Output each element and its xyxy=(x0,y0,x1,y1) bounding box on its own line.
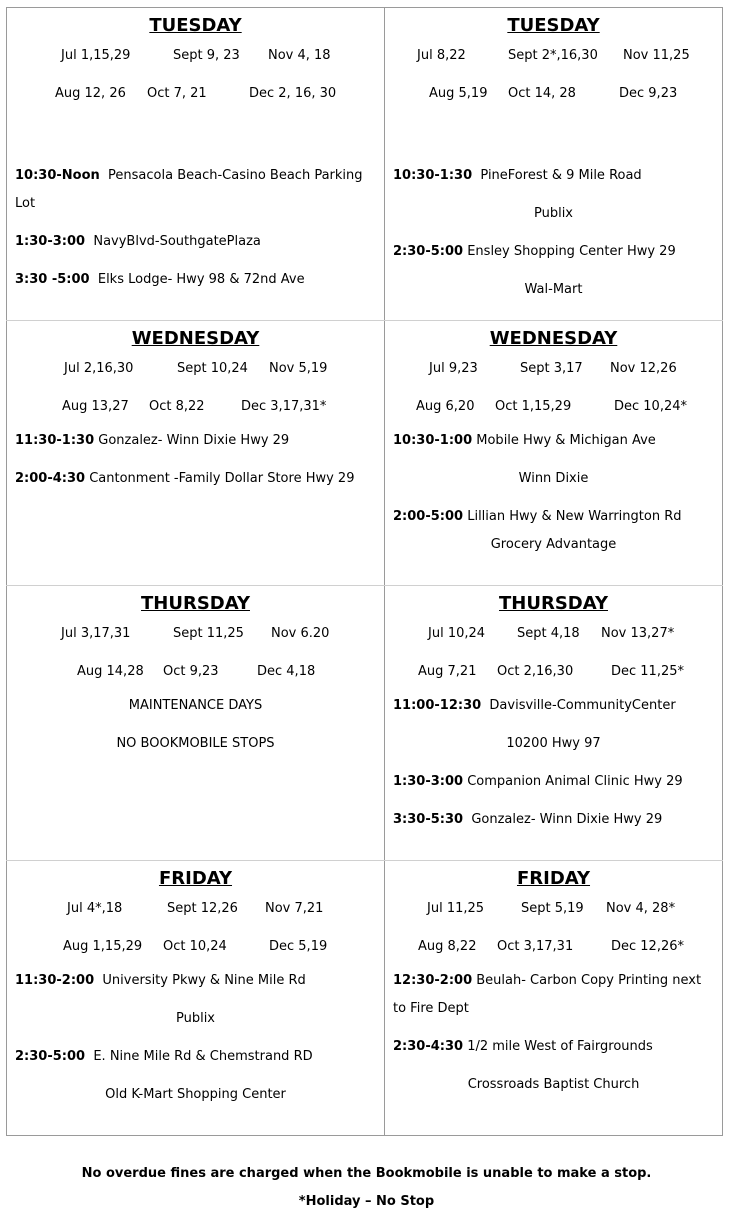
tuesday-week-a xyxy=(6,8,385,320)
date-range: Sept 9, 23 xyxy=(173,48,240,63)
stop-time: 11:00-12:30 xyxy=(393,698,482,713)
date-range: Dec 11,25* xyxy=(611,664,685,679)
stop-place: Gonzalez- Winn Dixie Hwy 29 xyxy=(98,433,290,448)
date-range: Aug 12, 26 xyxy=(55,86,126,101)
stop-place: Elks Lodge- Hwy 98 & 72nd Ave xyxy=(97,272,305,287)
stop-place: PineForest & 9 Mile Road xyxy=(480,168,642,183)
date-range: Aug 13,27 xyxy=(62,399,129,414)
dates-row xyxy=(393,38,714,76)
stop-entry xyxy=(393,427,714,455)
date-range: Oct 9,23 xyxy=(163,664,219,679)
tuesday-row xyxy=(6,8,723,321)
stop-subplace: Old K-Mart Shopping Center xyxy=(105,1087,286,1102)
date-range: Jul 11,25 xyxy=(427,901,485,916)
thursday-week-b xyxy=(385,586,723,860)
maintenance-note: MAINTENANCE DAYS xyxy=(128,698,263,713)
stop-entry xyxy=(393,238,714,266)
stop-entry xyxy=(15,162,376,218)
no-fines-notice: No overdue fines are charged when the Bookmobile is unable to make a stop. xyxy=(81,1166,652,1181)
day-heading: THURSDAY xyxy=(499,593,608,614)
date-range: Jul 9,23 xyxy=(429,361,478,376)
date-range: Nov 4, 18 xyxy=(268,48,331,63)
stop-entry xyxy=(393,967,714,1023)
date-range: Oct 14, 28 xyxy=(508,86,576,101)
stop-time: 1:30-3:00 xyxy=(15,234,86,249)
date-range: Dec 2, 16, 30 xyxy=(249,86,337,101)
date-range: Sept 3,17 xyxy=(520,361,583,376)
stop-place: Lillian Hwy & New Warrington Rd xyxy=(467,509,682,524)
date-range: Jul 1,15,29 xyxy=(61,48,131,63)
date-range: Dec 10,24* xyxy=(614,399,688,414)
date-range: Sept 11,25 xyxy=(173,626,244,641)
date-range: Sept 5,19 xyxy=(521,901,584,916)
thursday-week-a xyxy=(6,586,385,860)
dates-row xyxy=(15,654,376,692)
stop-time: 2:00-5:00 xyxy=(393,509,464,524)
date-range: Jul 8,22 xyxy=(417,48,466,63)
date-range: Sept 12,26 xyxy=(167,901,238,916)
date-range: Jul 10,24 xyxy=(428,626,486,641)
stop-place: Pensacola Beach-Casino Beach Parking Lot xyxy=(15,168,363,211)
stop-time: 2:30-5:00 xyxy=(393,244,464,259)
stop-entry xyxy=(393,1033,714,1061)
dates-row xyxy=(393,76,714,114)
date-range: Oct 7, 21 xyxy=(147,86,207,101)
day-heading: TUESDAY xyxy=(507,15,600,36)
friday-row xyxy=(6,861,723,1136)
schedule-table xyxy=(6,7,723,1136)
date-range: Aug 14,28 xyxy=(77,664,144,679)
dates-row xyxy=(393,351,714,389)
stop-place: Beulah- Carbon Copy Printing next to Fire Dept xyxy=(393,973,702,1016)
date-range: Sept 2*,16,30 xyxy=(508,48,598,63)
date-range: Dec 5,19 xyxy=(269,939,328,954)
stop-time: 10:30-1:30 xyxy=(393,168,473,183)
stop-time: 10:30-1:00 xyxy=(393,433,473,448)
stop-place: E. Nine Mile Rd & Chemstrand RD xyxy=(93,1049,313,1064)
stop-time: 1:30-3:00 xyxy=(393,774,464,789)
stop-entry xyxy=(15,1043,376,1071)
stop-subplace: Publix xyxy=(175,1011,216,1026)
stop-time: 3:30 -5:00 xyxy=(15,272,90,287)
stop-entry xyxy=(15,266,376,294)
date-range: Dec 9,23 xyxy=(619,86,678,101)
date-range: Dec 4,18 xyxy=(257,664,316,679)
dates-row xyxy=(393,891,714,929)
date-range: Sept 4,18 xyxy=(517,626,580,641)
stop-time: 2:30-4:30 xyxy=(393,1039,464,1054)
stop-time: 2:00-4:30 xyxy=(15,471,86,486)
stop-place: Mobile Hwy & Michigan Ave xyxy=(476,433,656,448)
date-range: Oct 2,16,30 xyxy=(497,664,574,679)
stop-subplace: Grocery Advantage xyxy=(490,537,617,552)
stop-entry xyxy=(393,768,714,796)
friday-week-b xyxy=(385,861,723,1135)
stop-place: Davisville-CommunityCenter xyxy=(489,698,676,713)
stop-entry xyxy=(393,692,714,720)
date-range: Oct 3,17,31 xyxy=(497,939,574,954)
date-range: Jul 2,16,30 xyxy=(64,361,134,376)
date-range: Aug 1,15,29 xyxy=(63,939,143,954)
dates-row xyxy=(15,38,376,76)
date-range: Jul 4*,18 xyxy=(67,901,123,916)
stop-entry xyxy=(15,967,376,995)
date-range: Nov 5,19 xyxy=(269,361,328,376)
date-range: Dec 3,17,31* xyxy=(241,399,327,414)
date-range: Dec 12,26* xyxy=(611,939,685,954)
stop-entry xyxy=(393,162,714,190)
stop-place: Companion Animal Clinic Hwy 29 xyxy=(467,774,683,789)
stop-time: 3:30-5:30 xyxy=(393,812,464,827)
no-stops-note: NO BOOKMOBILE STOPS xyxy=(116,736,275,751)
date-range: Nov 13,27* xyxy=(601,626,675,641)
date-range: Oct 1,15,29 xyxy=(495,399,572,414)
wednesday-week-b xyxy=(385,321,723,585)
date-range: Jul 3,17,31 xyxy=(61,626,131,641)
day-heading: WEDNESDAY xyxy=(131,328,260,349)
date-range: Nov 12,26 xyxy=(610,361,677,376)
stop-subplace: Wal-Mart xyxy=(524,282,583,297)
date-range: Aug 7,21 xyxy=(418,664,477,679)
day-heading: WEDNESDAY xyxy=(489,328,618,349)
date-range: Aug 5,19 xyxy=(429,86,488,101)
stop-subplace: Publix xyxy=(533,206,574,221)
friday-week-a xyxy=(6,861,385,1135)
stop-place: Ensley Shopping Center Hwy 29 xyxy=(467,244,676,259)
stop-time: 10:30-Noon xyxy=(15,168,100,183)
date-range: Aug 8,22 xyxy=(418,939,477,954)
stop-entry xyxy=(393,806,714,834)
day-heading: THURSDAY xyxy=(141,593,250,614)
dates-row xyxy=(15,76,376,114)
wednesday-row xyxy=(6,321,723,586)
stop-entry xyxy=(15,465,376,493)
dates-row xyxy=(393,616,714,654)
date-range: Oct 10,24 xyxy=(163,939,227,954)
dates-row xyxy=(393,389,714,427)
wednesday-week-a xyxy=(6,321,385,585)
stop-subplace: Crossroads Baptist Church xyxy=(467,1077,640,1092)
day-heading: FRIDAY xyxy=(516,868,591,889)
date-range: Nov 4, 28* xyxy=(606,901,676,916)
date-range: Nov 7,21 xyxy=(265,901,324,916)
stop-entry xyxy=(393,503,714,531)
day-heading: FRIDAY xyxy=(158,868,233,889)
date-range: Nov 11,25 xyxy=(623,48,690,63)
date-range: Nov 6.20 xyxy=(271,626,330,641)
stop-time: 2:30-5:00 xyxy=(15,1049,86,1064)
stop-time: 12:30-2:00 xyxy=(393,973,473,988)
stop-time: 11:30-2:00 xyxy=(15,973,95,988)
day-heading: TUESDAY xyxy=(149,15,242,36)
stop-place: NavyBlvd-SouthgatePlaza xyxy=(93,234,261,249)
stop-subplace: Winn Dixie xyxy=(518,471,589,486)
dates-row xyxy=(15,929,376,967)
holiday-note: *Holiday – No Stop xyxy=(298,1194,435,1209)
date-range: Sept 10,24 xyxy=(177,361,248,376)
dates-row xyxy=(393,929,714,967)
stop-entry xyxy=(15,427,376,455)
dates-row xyxy=(15,389,376,427)
stop-place: Cantonment -Family Dollar Store Hwy 29 xyxy=(89,471,355,486)
date-range: Aug 6,20 xyxy=(416,399,475,414)
stop-time: 11:30-1:30 xyxy=(15,433,95,448)
stop-place: University Pkwy & Nine Mile Rd xyxy=(102,973,306,988)
dates-row xyxy=(15,616,376,654)
stop-subplace: 10200 Hwy 97 xyxy=(506,736,601,751)
date-range: Oct 8,22 xyxy=(149,399,205,414)
stop-place: 1/2 mile West of Fairgrounds xyxy=(467,1039,653,1054)
thursday-row xyxy=(6,586,723,861)
tuesday-week-b xyxy=(385,8,723,320)
stop-place: Gonzalez- Winn Dixie Hwy 29 xyxy=(471,812,663,827)
dates-row xyxy=(393,654,714,692)
stop-entry xyxy=(15,228,376,256)
dates-row xyxy=(15,891,376,929)
dates-row xyxy=(15,351,376,389)
